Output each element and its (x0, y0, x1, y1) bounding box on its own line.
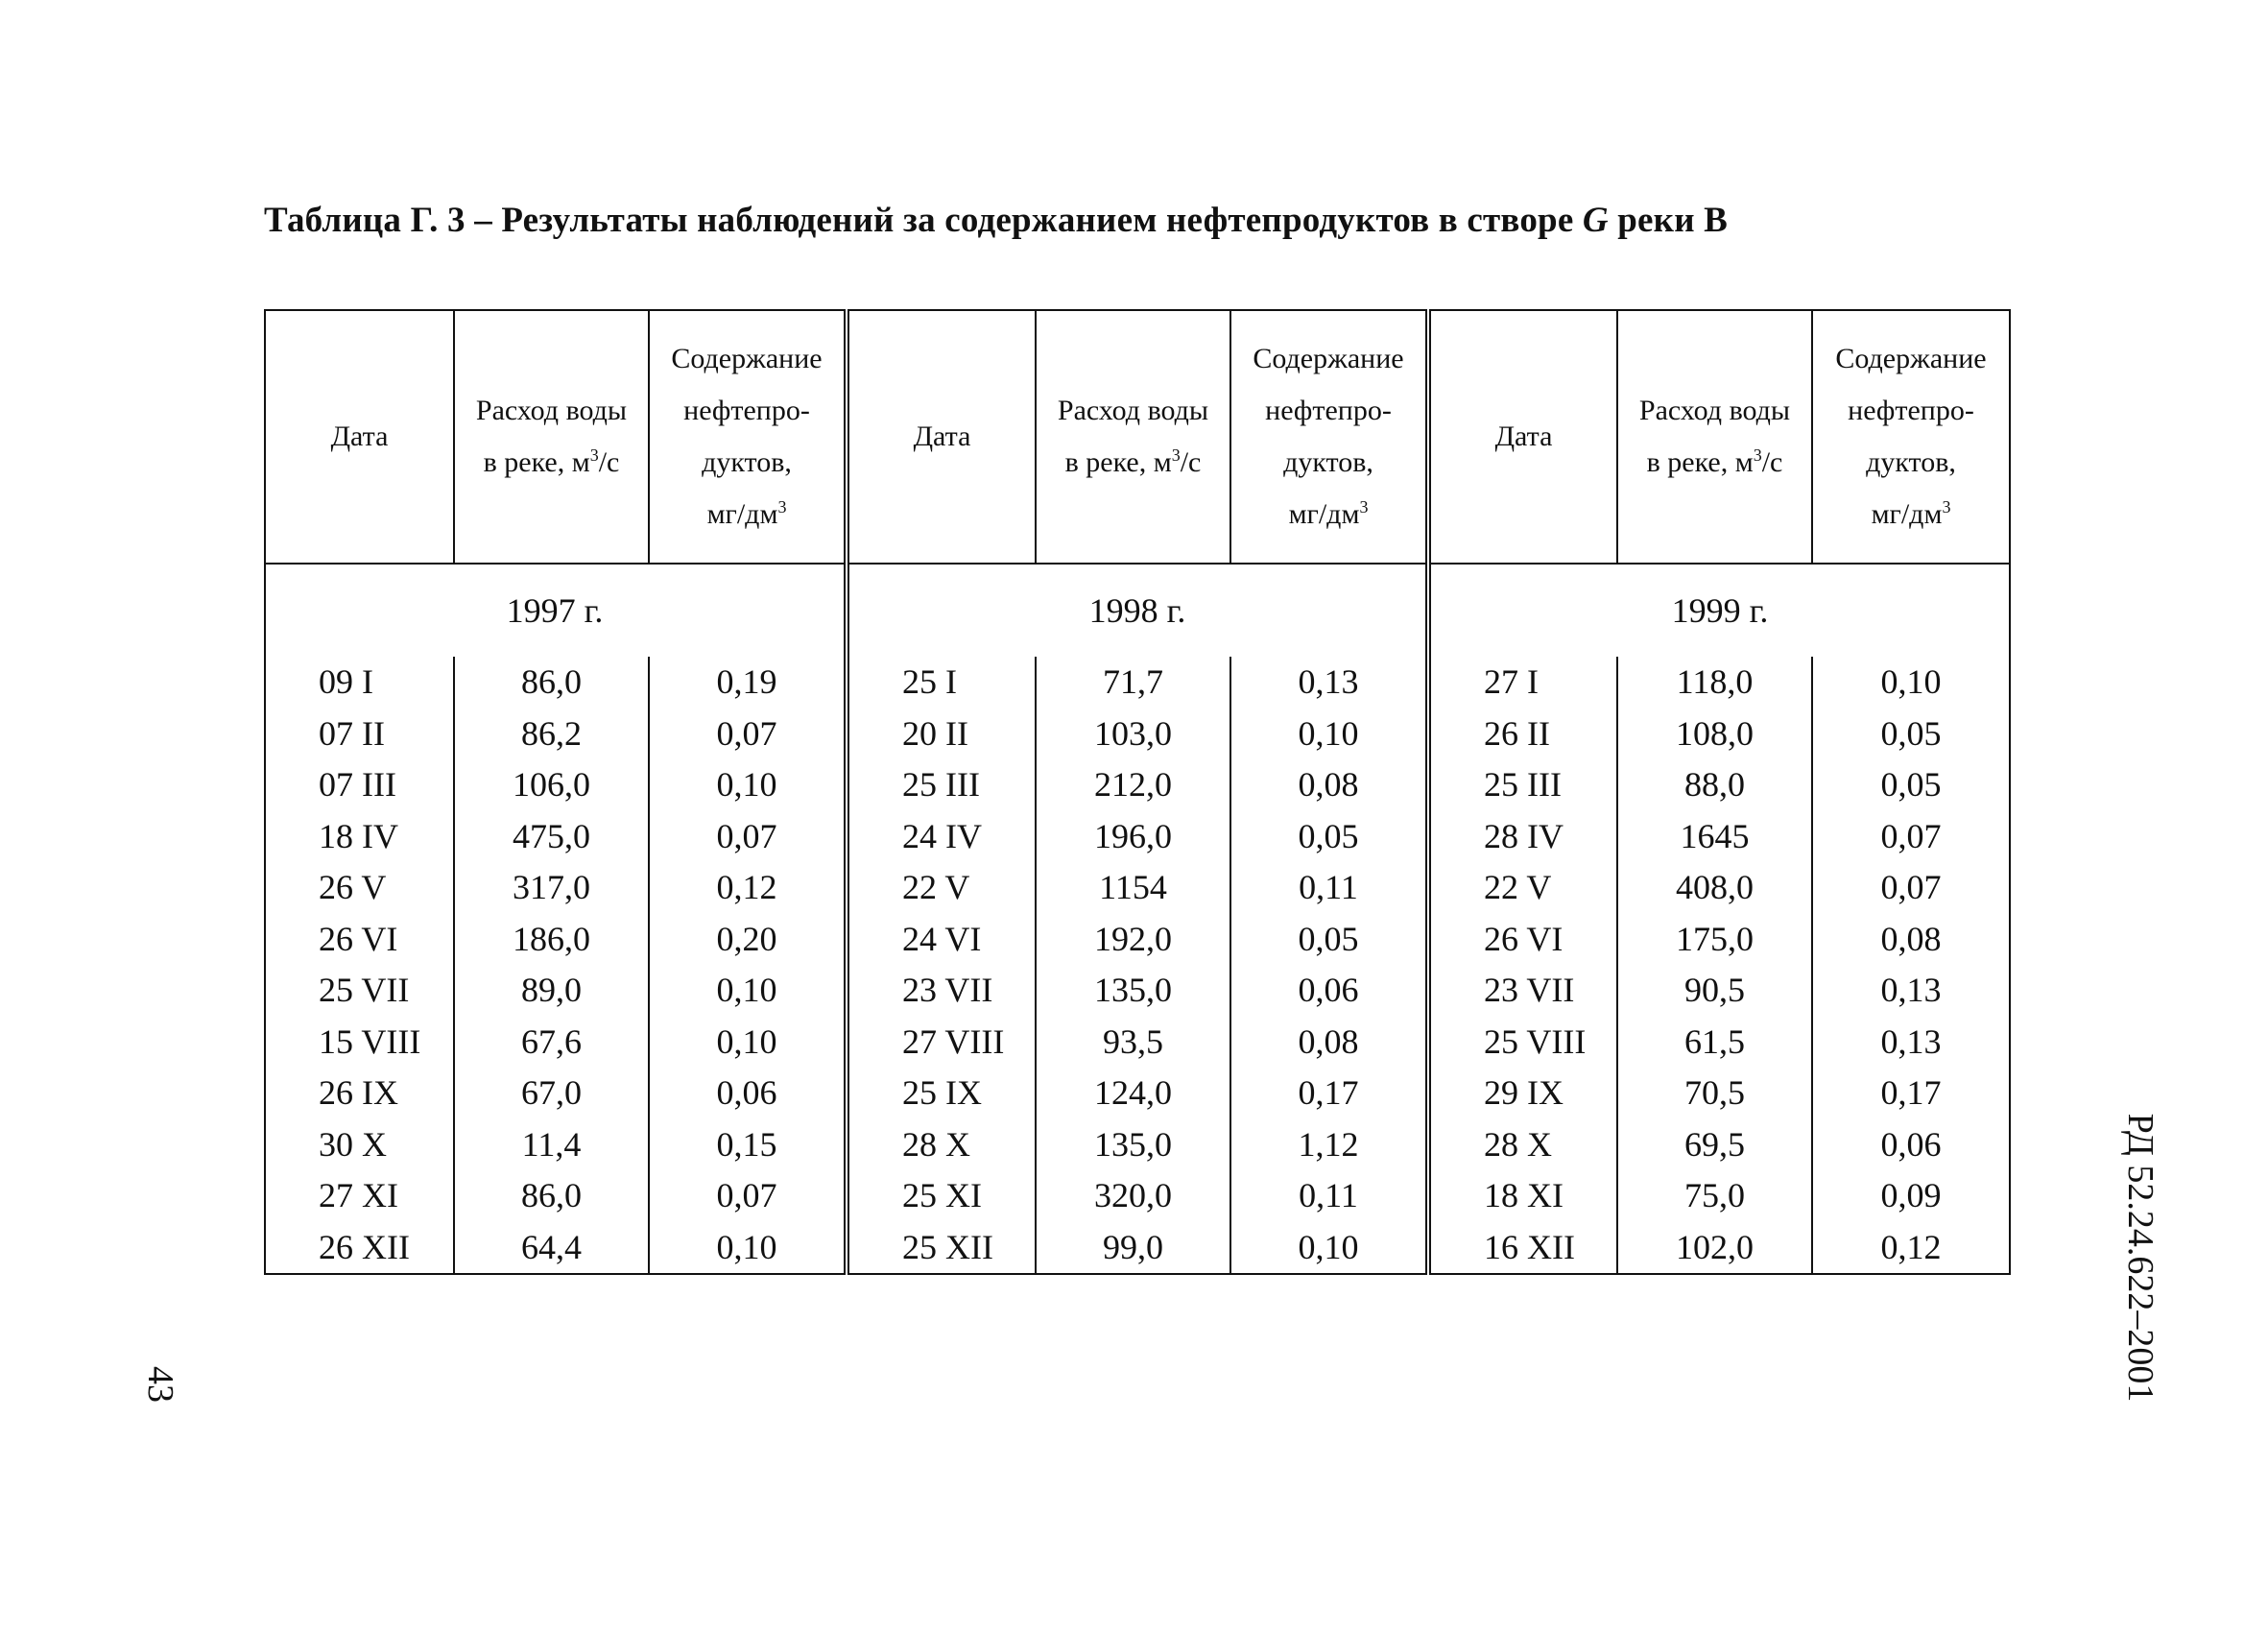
header-content (1812, 310, 2010, 564)
cell-date: 29 IX (1428, 1068, 1617, 1119)
table-row (265, 862, 2010, 914)
cell-flow: 70,5 (1617, 1068, 1812, 1119)
cell-flow: 1645 (1617, 811, 1812, 863)
cell-content: 0,17 (1230, 1068, 1428, 1119)
header-content-line4: мг/дм (1871, 498, 1943, 530)
table-row (265, 657, 2010, 709)
cell-date: 25 IX (847, 1068, 1036, 1119)
header-content-line2: нефтепро- (1265, 395, 1392, 426)
caption-suffix: реки В (1608, 201, 1729, 240)
table-body (265, 564, 2010, 1274)
cell-flow: 99,0 (1036, 1222, 1230, 1275)
cell-flow: 135,0 (1036, 965, 1230, 1017)
table-row (265, 1119, 2010, 1171)
cell-content: 0,05 (1812, 709, 2010, 760)
header-content-sup: 3 (1942, 497, 1951, 517)
cell-content: 0,10 (1230, 709, 1428, 760)
header-flow-line2: в реке, м (483, 446, 590, 478)
cell-date: 28 X (1428, 1119, 1617, 1171)
table-row (265, 1222, 2010, 1275)
header-flow (1617, 310, 1812, 564)
cell-flow: 196,0 (1036, 811, 1230, 863)
header-flow-sup: 3 (589, 445, 599, 465)
cell-content: 0,10 (649, 1222, 847, 1275)
cell-content: 0,11 (1230, 1170, 1428, 1222)
cell-flow: 89,0 (454, 965, 649, 1017)
cell-date: 25 VII (265, 965, 454, 1017)
cell-content: 0,07 (1812, 811, 2010, 863)
header-date (265, 310, 454, 564)
cell-date: 28 IV (1428, 811, 1617, 863)
observations-table-wrapper (264, 309, 2011, 1275)
cell-flow: 67,6 (454, 1017, 649, 1069)
cell-flow: 106,0 (454, 759, 649, 811)
cell-flow: 1154 (1036, 862, 1230, 914)
cell-content: 0,07 (1812, 862, 2010, 914)
cell-flow: 75,0 (1617, 1170, 1812, 1222)
cell-flow: 88,0 (1617, 759, 1812, 811)
header-date-label: Дата (1494, 421, 1553, 452)
cell-content: 0,13 (1812, 965, 2010, 1017)
header-content-sup: 3 (1359, 497, 1369, 517)
cell-date: 16 XII (1428, 1222, 1617, 1275)
cell-date: 15 VIII (265, 1017, 454, 1069)
cell-flow: 71,7 (1036, 657, 1230, 709)
header-flow (1036, 310, 1230, 564)
cell-flow: 124,0 (1036, 1068, 1230, 1119)
cell-date: 26 VI (1428, 914, 1617, 966)
table-row (265, 1170, 2010, 1222)
table-row (265, 1068, 2010, 1119)
cell-content: 0,10 (649, 1017, 847, 1069)
table-row (265, 965, 2010, 1017)
table-header (265, 310, 2010, 564)
cell-content: 0,07 (649, 1170, 847, 1222)
cell-date: 26 II (1428, 709, 1617, 760)
cell-date: 25 XII (847, 1222, 1036, 1275)
header-content-line4: мг/дм (706, 498, 778, 530)
caption-prefix: Таблица Г. 3 – Результаты наблюдений за содержанием нефтепродуктов в створе (264, 201, 1583, 240)
cell-content: 0,05 (1230, 914, 1428, 966)
cell-date: 25 VIII (1428, 1017, 1617, 1069)
observations-table (264, 309, 2011, 1275)
header-date-label: Дата (330, 421, 389, 452)
cell-content: 0,06 (1230, 965, 1428, 1017)
cell-flow: 102,0 (1617, 1222, 1812, 1275)
cell-content: 0,17 (1812, 1068, 2010, 1119)
header-content-line2: нефтепро- (1848, 395, 1974, 426)
cell-content: 1,12 (1230, 1119, 1428, 1171)
cell-date: 27 XI (265, 1170, 454, 1222)
cell-content: 0,07 (649, 811, 847, 863)
header-flow-line1: Расход воды (475, 395, 628, 426)
cell-date: 23 VII (847, 965, 1036, 1017)
cell-date: 26 V (265, 862, 454, 914)
cell-content: 0,06 (649, 1068, 847, 1119)
cell-flow: 118,0 (1617, 657, 1812, 709)
cell-flow: 317,0 (454, 862, 649, 914)
cell-content: 0,05 (1812, 759, 2010, 811)
cell-content: 0,06 (1812, 1119, 2010, 1171)
cell-flow: 93,5 (1036, 1017, 1230, 1069)
cell-content: 0,19 (649, 657, 847, 709)
cell-content: 0,10 (649, 759, 847, 811)
cell-date: 23 VII (1428, 965, 1617, 1017)
cell-date: 07 III (265, 759, 454, 811)
cell-date: 26 IX (265, 1068, 454, 1119)
header-flow-unit: /с (1761, 446, 1783, 478)
cell-flow: 11,4 (454, 1119, 649, 1171)
header-content (1230, 310, 1428, 564)
table-caption (264, 200, 1728, 241)
cell-content: 0,10 (1812, 657, 2010, 709)
cell-date: 24 VI (847, 914, 1036, 966)
cell-content: 0,13 (1812, 1017, 2010, 1069)
header-content-line3: дуктов, (1866, 446, 1956, 478)
table-row (265, 709, 2010, 760)
header-flow-line2: в реке, м (1646, 446, 1754, 478)
cell-date: 22 V (1428, 862, 1617, 914)
cell-content: 0,11 (1230, 862, 1428, 914)
cell-date: 18 IV (265, 811, 454, 863)
cell-content: 0,13 (1230, 657, 1428, 709)
header-flow (454, 310, 649, 564)
cell-flow: 186,0 (454, 914, 649, 966)
caption-italic: G (1582, 201, 1609, 240)
cell-date: 27 I (1428, 657, 1617, 709)
cell-content: 0,15 (649, 1119, 847, 1171)
header-content-line1: Содержание (1253, 343, 1404, 374)
cell-date: 25 III (847, 759, 1036, 811)
page-number: 43 (140, 1366, 180, 1403)
header-content-line1: Содержание (1835, 343, 1987, 374)
table-row (265, 759, 2010, 811)
cell-flow: 108,0 (1617, 709, 1812, 760)
header-content-line1: Содержание (671, 343, 823, 374)
cell-flow: 69,5 (1617, 1119, 1812, 1171)
table-row (265, 1017, 2010, 1069)
header-content-sup: 3 (777, 497, 787, 517)
cell-date: 30 X (265, 1119, 454, 1171)
cell-flow: 408,0 (1617, 862, 1812, 914)
header-flow-sup: 3 (1753, 445, 1762, 465)
cell-flow: 86,2 (454, 709, 649, 760)
cell-date: 22 V (847, 862, 1036, 914)
year-label: 1997 г. (265, 564, 847, 657)
cell-flow: 320,0 (1036, 1170, 1230, 1222)
document-code: РД 52.24.622–2001 (2120, 1113, 2161, 1403)
cell-content: 0,05 (1230, 811, 1428, 863)
header-flow-line1: Расход воды (1057, 395, 1209, 426)
header-content-line4: мг/дм (1288, 498, 1360, 530)
cell-date: 25 I (847, 657, 1036, 709)
header-date-label: Дата (913, 421, 971, 452)
header-content-line3: дуктов, (1283, 446, 1373, 478)
header-date (1428, 310, 1617, 564)
cell-flow: 90,5 (1617, 965, 1812, 1017)
cell-flow: 86,0 (454, 1170, 649, 1222)
year-label: 1998 г. (847, 564, 1428, 657)
cell-content: 0,12 (649, 862, 847, 914)
header-flow-unit: /с (1180, 446, 1202, 478)
cell-content: 0,10 (649, 965, 847, 1017)
header-flow-unit: /с (598, 446, 620, 478)
cell-flow: 135,0 (1036, 1119, 1230, 1171)
cell-flow: 192,0 (1036, 914, 1230, 966)
header-content-line3: дуктов, (702, 446, 792, 478)
cell-flow: 64,4 (454, 1222, 649, 1275)
cell-date: 26 XII (265, 1222, 454, 1275)
table-row (265, 811, 2010, 863)
header-content-line2: нефтепро- (683, 395, 810, 426)
cell-date: 28 X (847, 1119, 1036, 1171)
year-row (265, 564, 2010, 657)
cell-content: 0,20 (649, 914, 847, 966)
cell-flow: 86,0 (454, 657, 649, 709)
cell-content: 0,07 (649, 709, 847, 760)
cell-date: 24 IV (847, 811, 1036, 863)
cell-content: 0,12 (1812, 1222, 2010, 1275)
cell-content: 0,08 (1230, 1017, 1428, 1069)
cell-date: 27 VIII (847, 1017, 1036, 1069)
cell-content: 0,08 (1230, 759, 1428, 811)
cell-content: 0,08 (1812, 914, 2010, 966)
cell-flow: 212,0 (1036, 759, 1230, 811)
cell-content: 0,09 (1812, 1170, 2010, 1222)
header-content (649, 310, 847, 564)
cell-flow: 475,0 (454, 811, 649, 863)
table-row (265, 914, 2010, 966)
cell-flow: 175,0 (1617, 914, 1812, 966)
cell-date: 09 I (265, 657, 454, 709)
cell-date: 25 III (1428, 759, 1617, 811)
cell-flow: 61,5 (1617, 1017, 1812, 1069)
cell-date: 26 VI (265, 914, 454, 966)
cell-date: 07 II (265, 709, 454, 760)
cell-date: 18 XI (1428, 1170, 1617, 1222)
header-flow-sup: 3 (1171, 445, 1181, 465)
cell-flow: 67,0 (454, 1068, 649, 1119)
cell-date: 20 II (847, 709, 1036, 760)
header-row (265, 310, 2010, 564)
header-flow-line1: Расход воды (1638, 395, 1791, 426)
cell-date: 25 XI (847, 1170, 1036, 1222)
cell-flow: 103,0 (1036, 709, 1230, 760)
cell-content: 0,10 (1230, 1222, 1428, 1275)
year-label: 1999 г. (1428, 564, 2010, 657)
header-flow-line2: в реке, м (1064, 446, 1172, 478)
header-date (847, 310, 1036, 564)
